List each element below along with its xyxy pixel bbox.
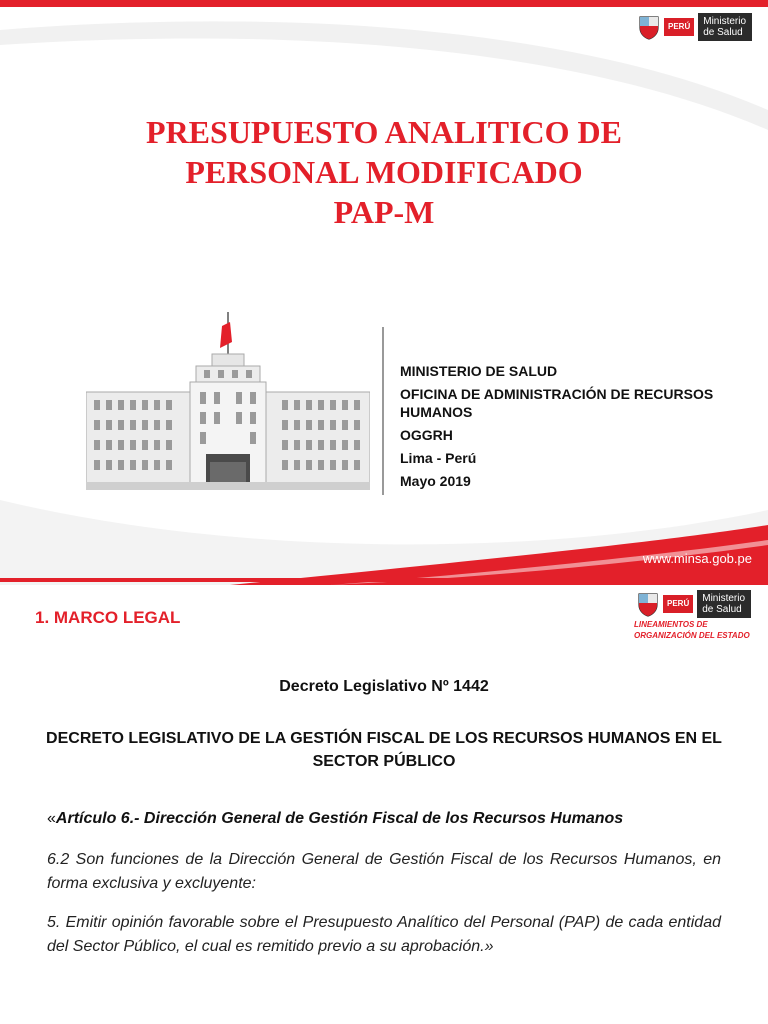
decreto-number: Decreto Legislativo Nº 1442	[279, 678, 489, 695]
article-heading	[47, 810, 623, 828]
peru-shield-icon	[637, 591, 659, 617]
article-title: Artículo 6.- Dirección General de Gestión Fiscal de los Recursos Humanos	[55, 810, 624, 827]
open-quote: «	[47, 810, 56, 827]
website-url[interactable]: www.minsa.gob.pe	[642, 551, 752, 566]
ministerio-label	[698, 13, 752, 41]
ministerio-label	[697, 590, 751, 618]
ministerio-line1: Ministerio	[703, 16, 747, 27]
lineamientos-line1: LINEAMIENTOS DE	[634, 620, 708, 629]
info-date: Mayo 2019	[400, 473, 471, 489]
decreto-title: DECRETO LEGISLATIVO DE LA GESTIÓN FISCAL DE LOS RECURSOS HUMANOS EN EL SECTOR PÚBLICO	[46, 730, 722, 770]
lineamientos-tag	[634, 619, 750, 641]
ministry-building-illustration	[86, 306, 370, 492]
slide-title	[0, 112, 768, 232]
peru-label: PERÚ	[664, 18, 694, 36]
info-location: Lima - Perú	[400, 450, 477, 466]
minsa-logo	[638, 13, 752, 41]
ministerio-line1: Ministerio	[702, 593, 746, 604]
vertical-divider	[382, 327, 384, 495]
info-ministerio: MINISTERIO DE SALUD	[400, 363, 558, 379]
peru-label: PERÚ	[663, 595, 693, 613]
info-oggrh: OGGRH	[400, 427, 453, 443]
ministerio-line2: de Salud	[702, 604, 742, 615]
paragraph-item-5: 5. Emitir opinión favorable sobre el Presupuesto Analítico del Personal (PAP) de cada entidad del Sector Público, el cual es remitido previo a su aprobación.»	[47, 914, 721, 955]
paragraph-6-2: 6.2 Son funciones de la Dirección General de Gestión Fiscal de los Recursos Humanos, en forma exclusiva y excluyente:	[47, 851, 721, 892]
title-line-2: PERSONAL MODIFICADO	[185, 154, 583, 190]
minsa-logo-2	[637, 590, 751, 618]
ministerio-line2: de Salud	[703, 27, 743, 38]
info-oficina: OFICINA DE ADMINISTRACIÓN DE RECURSOS HUMANOS	[400, 386, 714, 420]
slide-separator	[0, 578, 768, 582]
title-line-1: PRESUPUESTO ANALITICO DE	[146, 114, 622, 150]
peru-shield-icon	[638, 14, 660, 40]
title-line-3: PAP-M	[333, 194, 435, 230]
lineamientos-line2: ORGANIZACIÓN DEL ESTADO	[634, 631, 750, 640]
content-slide	[0, 585, 768, 1024]
section-heading: 1. MARCO LEGAL	[35, 608, 181, 627]
institution-info	[400, 362, 730, 495]
